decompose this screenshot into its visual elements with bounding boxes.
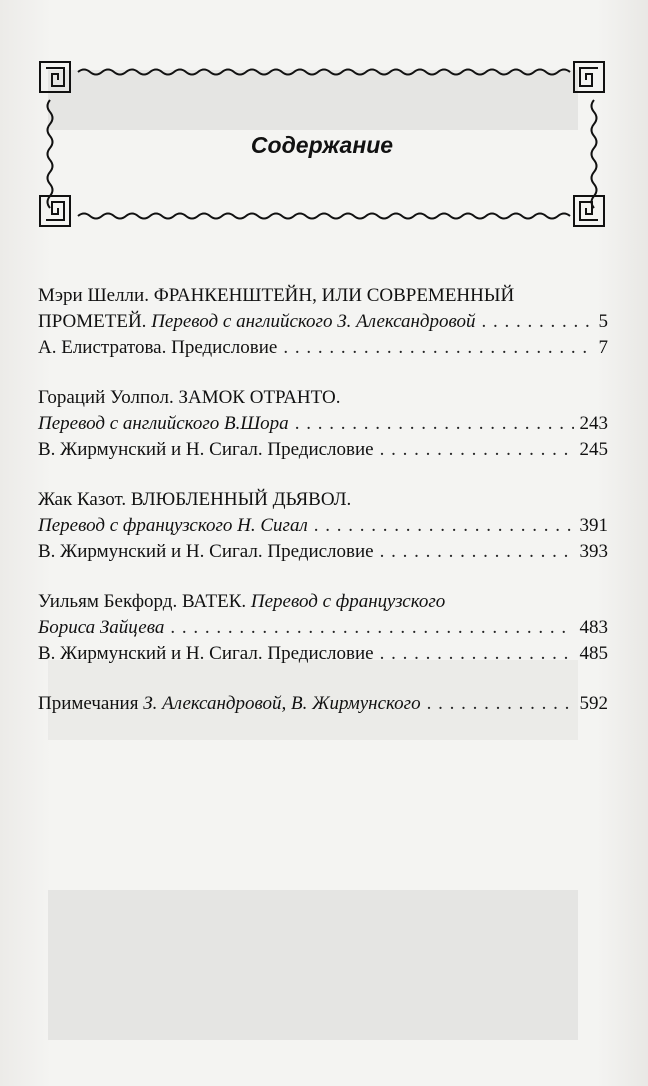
entry-preface: А. Елистратова. Предисловие bbox=[38, 337, 278, 358]
leader-dots bbox=[314, 514, 574, 538]
leader-dots bbox=[283, 336, 592, 360]
leader-dots bbox=[482, 310, 593, 334]
entry-translator: Бориса Зайцева bbox=[38, 617, 165, 638]
entry-translation: Перевод с французского Н. Сигал bbox=[38, 515, 308, 536]
entry-page-number: 5 bbox=[598, 311, 608, 332]
leader-dots bbox=[427, 692, 574, 716]
entry-page-number: 393 bbox=[579, 541, 608, 562]
entry-page-number: 391 bbox=[579, 515, 608, 536]
entry-translation: Перевод с английского З. Александровой bbox=[151, 311, 476, 332]
entry-page-number: 592 bbox=[579, 693, 608, 714]
entry-page-number: 7 bbox=[598, 337, 608, 358]
notes-label: Примечания bbox=[38, 693, 139, 714]
entry-page-number: 483 bbox=[579, 617, 608, 638]
leader-dots bbox=[380, 642, 574, 666]
entry-title: ФРАНКЕНШТЕЙН, ИЛИ СОВРЕМЕННЫЙ bbox=[153, 285, 515, 306]
entry-preface: В. Жирмунский и Н. Сигал. Предисловие bbox=[38, 541, 374, 562]
toc-entry-notes bbox=[38, 692, 608, 718]
entry-title: ВАТЕК. bbox=[181, 591, 247, 612]
entry-author: Жак Казот. bbox=[38, 489, 127, 510]
entry-preface: В. Жирмунский и Н. Сигал. Предисловие bbox=[38, 643, 374, 664]
entry-page-number: 245 bbox=[579, 439, 608, 460]
entry-title: ЗАМОК ОТРАНТО. bbox=[178, 387, 341, 408]
entry-translation: Перевод с французского bbox=[250, 591, 446, 612]
entry-title-continued: ПРОМЕТЕЙ. bbox=[38, 311, 147, 332]
entry-author: Уильям Бекфорд. bbox=[38, 591, 178, 612]
leader-dots bbox=[380, 438, 574, 462]
entry-title: ВЛЮБЛЕННЫЙ ДЬЯВОЛ. bbox=[130, 489, 352, 510]
toc-entry-devil-in-love bbox=[38, 488, 608, 566]
entry-page-number: 243 bbox=[579, 413, 608, 434]
entry-page-number: 485 bbox=[579, 643, 608, 664]
entry-preface: В. Жирмунский и Н. Сигал. Предисловие bbox=[38, 439, 374, 460]
notes-authors: З. Александровой, В. Жирмунского bbox=[143, 693, 421, 714]
entry-author: Гораций Уолпол. bbox=[38, 387, 174, 408]
entry-translation: Перевод с английского В.Шора bbox=[38, 413, 289, 434]
leader-dots bbox=[295, 412, 574, 436]
table-of-contents bbox=[38, 284, 608, 742]
toc-entry-otranto bbox=[38, 386, 608, 464]
toc-entry-vathek bbox=[38, 590, 608, 668]
leader-dots bbox=[170, 616, 573, 640]
ornamental-title-frame bbox=[36, 58, 608, 230]
page-title: Содержание bbox=[250, 132, 394, 158]
toc-entry-frankenstein bbox=[38, 284, 608, 362]
entry-author: Мэри Шелли. bbox=[38, 285, 149, 306]
leader-dots bbox=[380, 540, 574, 564]
